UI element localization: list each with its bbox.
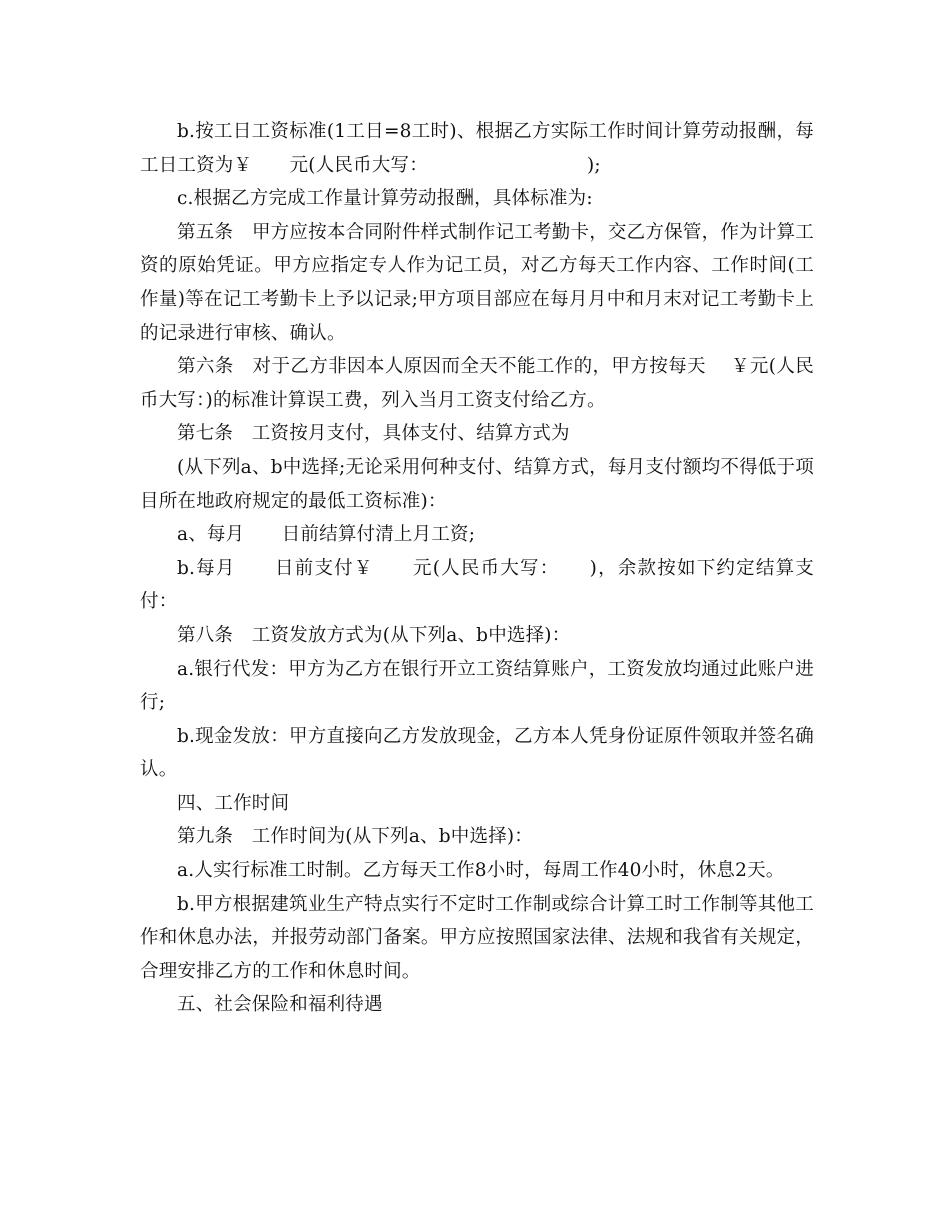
- paragraph-article-8: 第八条 工资发放方式为(从下列a、b中选择)：: [177, 624, 571, 646]
- paragraph-article-8-option-b: b.现金发放：甲方直接向乙方发放现金，乙方本人凭身份证原件领取并签名确认。: [140, 725, 814, 781]
- paragraph-article-7-note: (从下列a、b中选择;无论采用何种支付、结算方式，每月支付额均不得低于项目所在地政府规定的最低工资标准)：: [140, 456, 814, 512]
- section-heading-working-hours: 四、工作时间: [177, 792, 290, 814]
- section-heading-social-insurance: 五、社会保险和福利待遇: [177, 994, 383, 1016]
- paragraph-article-9: 第九条 工作时间为(从下列a、b中选择)：: [177, 826, 534, 848]
- paragraph-article-6: 第六条 对于乙方非因本人原因而全天不能工作的，甲方按每天 ￥元(人民币大写：)的标准计算误工费，列入当月工资支付给乙方。: [140, 356, 814, 411]
- paragraph-article-5: 第五条 甲方应按本合同附件样式制作记工考勤卡，交乙方保管，作为计算工资的原始凭证。甲方应指定专人作为记工员，对乙方每天工作内容、工作时间(工作量)等在记工考勤卡上予以记录;甲方项目部应在每月月中和月末对记工考勤卡上的记录进行审核、确认。: [140, 221, 814, 344]
- paragraph-article-7-option-b: b.每月 日前支付￥ 元(人民币大写： )，余款按如下约定结算支付：: [140, 557, 814, 613]
- document-body: [140, 115, 814, 1022]
- paragraph-article-9-option-a: a.人实行标准工时制。乙方每天工作8小时，每周工作40小时，休息2天。: [177, 860, 785, 882]
- paragraph-wage-by-workday: b.按工日工资标准(1工日=8工时)、根据乙方实际工作时间计算劳动报酬，每工日工资为￥ 元(人民币大写： );: [140, 121, 814, 176]
- paragraph-article-8-option-a: a.银行代发：甲方为乙方在银行开立工资结算账户，工资发放均通过此账户进行;: [140, 658, 814, 714]
- paragraph-article-9-option-b: b.甲方根据建筑业生产特点实行不定时工作制或综合计算工时工作制等其他工作和休息办法，并报劳动部门备案。甲方应按照国家法律、法规和我省有关规定，合理安排乙方的工作和休息时间。: [140, 893, 814, 982]
- paragraph-article-7-option-a: a、每月 日前结算付清上月工资;: [177, 524, 476, 546]
- paragraph-article-7: 第七条 工资按月支付，具体支付、结算方式为: [177, 423, 570, 445]
- paragraph-wage-by-workload: c.根据乙方完成工作量计算劳动报酬，具体标准为:: [177, 188, 593, 210]
